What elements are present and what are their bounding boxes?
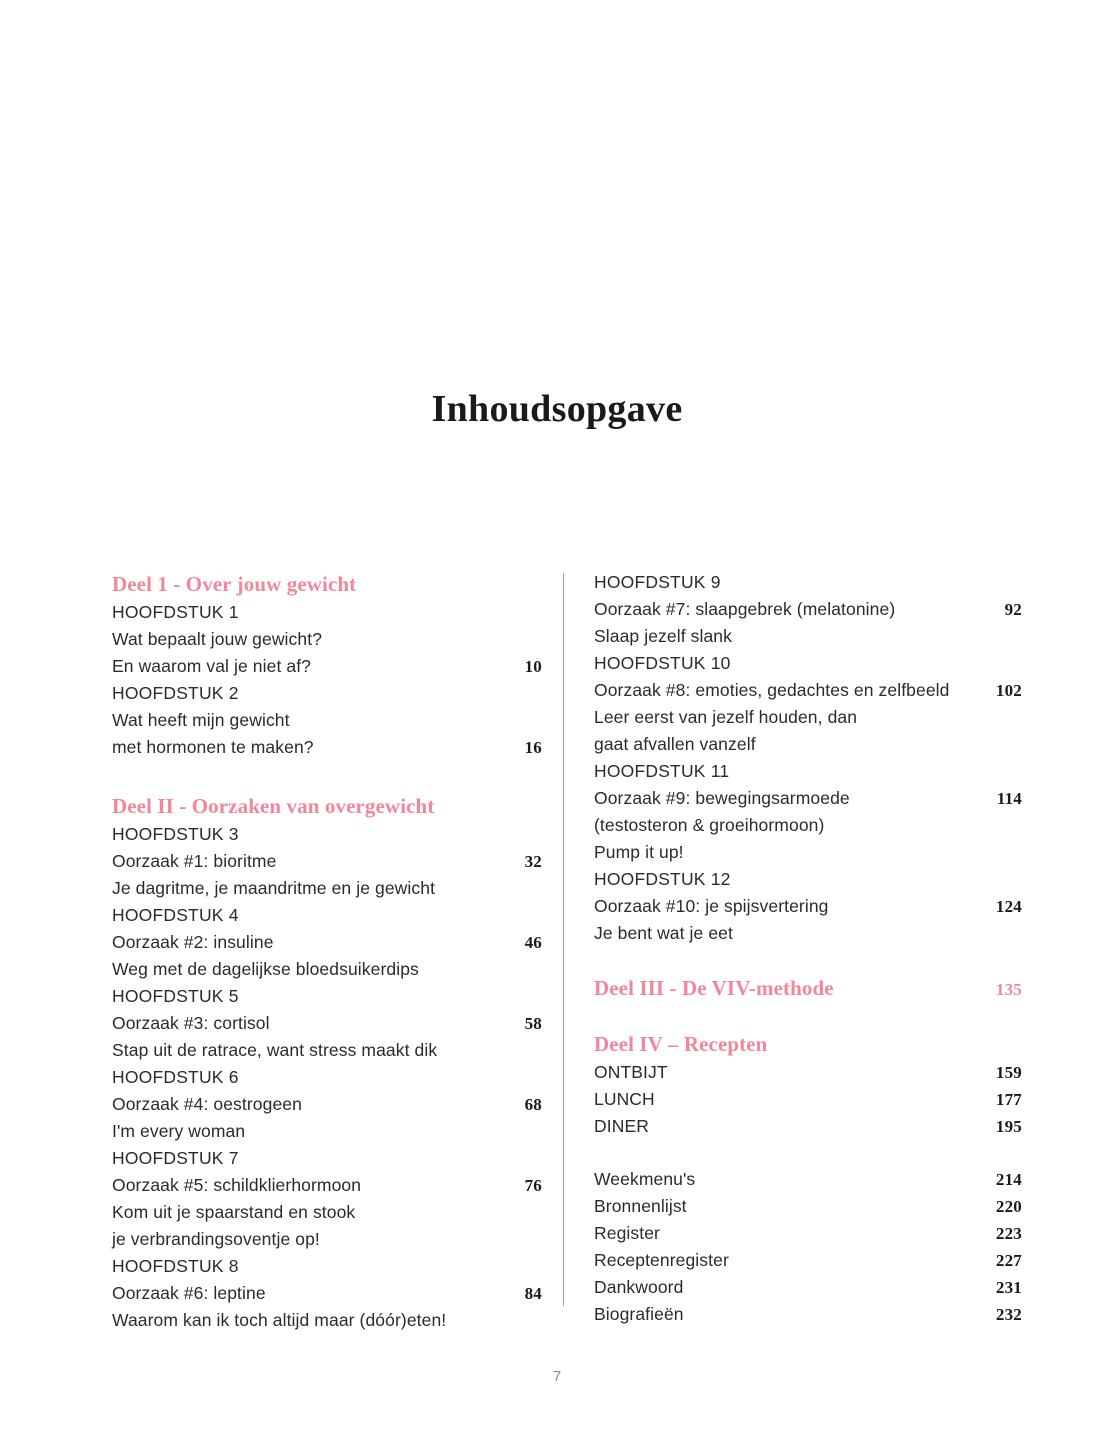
toc-entry-row[interactable]	[594, 1220, 1022, 1247]
toc-entry-row[interactable]	[594, 650, 1022, 677]
entry-label: En waarom val je niet af?	[112, 656, 311, 676]
toc-entry-row[interactable]	[594, 1274, 1022, 1301]
entry-page-number: 76	[524, 1176, 542, 1195]
toc-entry-row[interactable]	[594, 839, 1022, 866]
entry-label: HOOFDSTUK 7	[112, 1148, 239, 1168]
entry-page-number: 220	[995, 1197, 1022, 1216]
toc-column-right	[594, 569, 1022, 1328]
toc-entry-row[interactable]	[112, 1010, 542, 1037]
toc-entry-row[interactable]	[112, 821, 542, 848]
entry-label: Je bent wat je eet	[594, 923, 733, 943]
toc-entry-row[interactable]	[112, 1064, 542, 1091]
toc-entry-row[interactable]	[594, 1113, 1022, 1140]
toc-entry-row[interactable]	[594, 1247, 1022, 1274]
entry-page-number: 159	[995, 1063, 1022, 1082]
entry-page-number: 92	[1004, 600, 1022, 619]
toc-entry-row[interactable]	[112, 626, 542, 653]
toc-entry-row[interactable]	[112, 707, 542, 734]
toc-entry-row[interactable]	[112, 875, 542, 902]
toc-entry-row[interactable]	[112, 848, 542, 875]
entry-label: gaat afvallen vanzelf	[594, 734, 756, 754]
toc-entry-row[interactable]	[594, 893, 1022, 920]
toc-entry-row[interactable]	[594, 731, 1022, 758]
toc-entry-row[interactable]	[112, 983, 542, 1010]
toc-entry-row[interactable]	[112, 680, 542, 707]
toc-entry-row[interactable]	[112, 653, 542, 680]
toc-entry-row[interactable]	[594, 812, 1022, 839]
entry-page-number: 46	[524, 933, 542, 952]
entry-page-number: 232	[995, 1305, 1022, 1324]
entry-label: HOOFDSTUK 4	[112, 905, 239, 925]
entry-page-number: 124	[995, 897, 1022, 916]
entry-label: LUNCH	[594, 1089, 655, 1109]
toc-column-left	[112, 569, 542, 1334]
entry-page-number: 227	[995, 1251, 1022, 1270]
entry-label: je verbrandingsoventje op!	[112, 1229, 320, 1249]
entry-label: Oorzaak #4: oestrogeen	[112, 1094, 302, 1114]
entry-label: Oorzaak #2: insuline	[112, 932, 274, 952]
entry-label: HOOFDSTUK 12	[594, 869, 731, 889]
part-title: Deel II - Oorzaken van overgewicht	[112, 794, 435, 818]
toc-entry-row[interactable]	[594, 623, 1022, 650]
toc-part-heading[interactable]	[594, 973, 1022, 1003]
block-spacer	[594, 947, 1022, 973]
entry-label: Je dagritme, je maandritme en je gewicht	[112, 878, 436, 898]
toc-entry-row[interactable]	[112, 902, 542, 929]
entry-label: Weg met de dagelijkse bloedsuikerdips	[112, 959, 419, 979]
toc-entry-row[interactable]	[594, 758, 1022, 785]
block-spacer	[112, 761, 542, 791]
entry-label: Oorzaak #6: leptine	[112, 1283, 266, 1303]
entry-page-number: 135	[995, 980, 1022, 999]
entry-page-number: 195	[995, 1117, 1022, 1136]
entry-label: HOOFDSTUK 6	[112, 1067, 239, 1087]
toc-entry-row[interactable]	[594, 704, 1022, 731]
entry-label: HOOFDSTUK 2	[112, 683, 239, 703]
toc-entry-row[interactable]	[112, 929, 542, 956]
entry-label: Oorzaak #10: je spijsvertering	[594, 896, 829, 916]
entry-label: Oorzaak #3: cortisol	[112, 1013, 270, 1033]
toc-entry-row[interactable]	[594, 1166, 1022, 1193]
entry-label: Receptenregister	[594, 1250, 729, 1270]
entry-label: Oorzaak #1: bioritme	[112, 851, 277, 871]
entry-label: Slaap jezelf slank	[594, 626, 732, 646]
toc-entry-row[interactable]	[594, 1301, 1022, 1328]
entry-label: Bronnenlijst	[594, 1196, 687, 1216]
entry-label: Oorzaak #8: emoties, gedachtes en zelfbeeld	[594, 680, 950, 700]
entry-label: DINER	[594, 1116, 649, 1136]
toc-part-heading[interactable]	[112, 569, 542, 599]
toc-entry-row[interactable]	[112, 1226, 542, 1253]
part-title: Deel III - De VIV-methode	[594, 976, 834, 1000]
entry-page-number: 223	[995, 1224, 1022, 1243]
entry-page-number: 114	[996, 789, 1022, 808]
entry-page-number: 84	[524, 1284, 542, 1303]
entry-label: HOOFDSTUK 8	[112, 1256, 239, 1276]
toc-entry-row[interactable]	[112, 956, 542, 983]
toc-entry-row[interactable]	[594, 596, 1022, 623]
toc-entry-row[interactable]	[112, 1280, 542, 1307]
entry-label: Oorzaak #5: schildklierhormoon	[112, 1175, 362, 1195]
entry-page-number: 231	[995, 1278, 1022, 1297]
entry-label: Oorzaak #9: bewegingsarmoede	[594, 788, 850, 808]
entry-page-number: 32	[524, 852, 542, 871]
toc-entry-row[interactable]	[594, 1059, 1022, 1086]
toc-entry-row[interactable]	[594, 1193, 1022, 1220]
toc-entry-row[interactable]	[594, 866, 1022, 893]
entry-page-number: 16	[524, 738, 542, 757]
entry-page-number: 102	[995, 681, 1022, 700]
entry-label: HOOFDSTUK 11	[594, 761, 730, 781]
block-spacer	[594, 1140, 1022, 1166]
toc-entry-row[interactable]	[594, 677, 1022, 704]
toc-entry-row[interactable]	[594, 569, 1022, 596]
entry-label: HOOFDSTUK 10	[594, 653, 731, 673]
entry-label: HOOFDSTUK 3	[112, 824, 239, 844]
toc-entry-row[interactable]	[112, 1199, 542, 1226]
entry-label: Stap uit de ratrace, want stress maakt dik	[112, 1040, 438, 1060]
toc-entry-row[interactable]	[594, 785, 1022, 812]
part-title: Deel IV – Recepten	[594, 1032, 768, 1056]
toc-entry-row[interactable]	[594, 920, 1022, 947]
toc-entry-row[interactable]	[112, 1172, 542, 1199]
entry-label: Dankwoord	[594, 1277, 684, 1297]
page-title: Inhoudsopgave	[431, 388, 683, 431]
page-folio: 7	[552, 1368, 562, 1385]
entry-label: Leer eerst van jezelf houden, dan	[594, 707, 858, 727]
toc-entry-row[interactable]	[112, 1307, 542, 1334]
entry-page-number: 214	[995, 1170, 1022, 1189]
toc-part-heading[interactable]	[594, 1029, 1022, 1059]
entry-page-number: 177	[995, 1090, 1022, 1109]
entry-label: met hormonen te maken?	[112, 737, 314, 757]
entry-label: I'm every woman	[112, 1121, 246, 1141]
toc-entry-row[interactable]	[112, 1253, 542, 1280]
block-spacer	[594, 1003, 1022, 1029]
toc-entry-row[interactable]	[112, 1118, 542, 1145]
entry-label: (testosteron & groeihormoon)	[594, 815, 825, 835]
toc-entry-row[interactable]	[594, 1086, 1022, 1113]
toc-entry-row[interactable]	[112, 1145, 542, 1172]
entry-label: Waarom kan ik toch altijd maar (dóór)eten!	[112, 1310, 447, 1330]
entry-label: Pump it up!	[594, 842, 684, 862]
entry-label: Weekmenu's	[594, 1169, 696, 1189]
entry-label: Wat heeft mijn gewicht	[112, 710, 290, 730]
toc-entry-row[interactable]	[112, 1037, 542, 1064]
entry-label: HOOFDSTUK 1	[112, 602, 239, 622]
entry-page-number: 10	[524, 657, 542, 676]
entry-label: HOOFDSTUK 5	[112, 986, 239, 1006]
toc-columns	[0, 569, 1114, 1330]
entry-page-number: 58	[524, 1014, 542, 1033]
entry-page-number: 68	[524, 1095, 542, 1114]
toc-entry-row[interactable]	[112, 599, 542, 626]
toc-part-heading[interactable]	[112, 791, 542, 821]
entry-label: Oorzaak #7: slaapgebrek (melatonine)	[594, 599, 896, 619]
toc-entry-row[interactable]	[112, 1091, 542, 1118]
entry-label: Biografieën	[594, 1304, 684, 1324]
entry-label: ONTBIJT	[594, 1062, 668, 1082]
entry-label: Wat bepaalt jouw gewicht?	[112, 629, 323, 649]
entry-label: HOOFDSTUK 9	[594, 572, 721, 592]
entry-label: Kom uit je spaarstand en stook	[112, 1202, 356, 1222]
toc-entry-row[interactable]	[112, 734, 542, 761]
entry-label: Register	[594, 1223, 660, 1243]
part-title: Deel 1 - Over jouw gewicht	[112, 572, 357, 596]
